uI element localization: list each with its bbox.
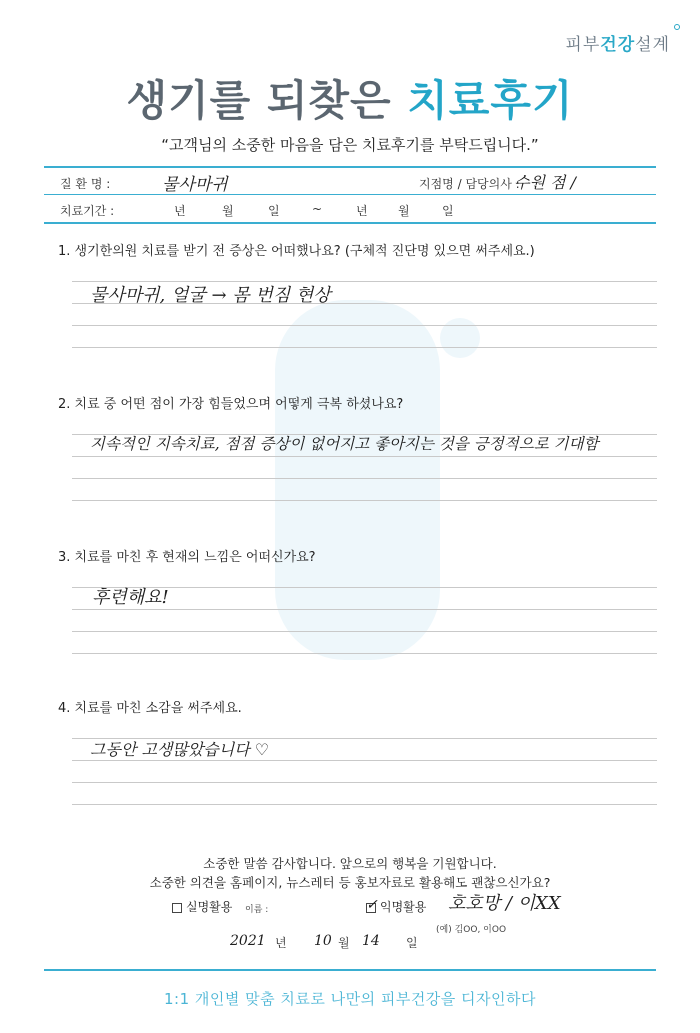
date-day: 14 (362, 933, 380, 949)
period-day1: 일 (268, 204, 280, 218)
brand-dot-icon (674, 24, 680, 30)
real-name-checkbox[interactable] (172, 903, 182, 913)
question-2: 2. 치료 중 어떤 점이 가장 힘들었으며 어떻게 극복 하셨나요? (58, 397, 404, 412)
signature: 호호망 / 이XX (448, 893, 561, 914)
disease-value: 물사마귀 (162, 175, 228, 195)
brand-prefix: 피부 (565, 35, 601, 55)
brand-logo (565, 30, 670, 55)
period-month2: 월 (398, 204, 410, 218)
answer-3: 후련해요! (92, 587, 169, 608)
branch-value: 수원 점 / (514, 173, 576, 192)
answer-1: 물사마귀, 얼굴 → 몸 번짐 현상 (90, 285, 331, 306)
period-year1: 년 (174, 204, 186, 218)
info-row-disease (44, 168, 656, 195)
period-day2: 일 (442, 204, 454, 218)
name-label: 이름 : (245, 905, 269, 915)
signed-date (230, 934, 430, 954)
real-name-label: 실명활용 (186, 900, 233, 914)
anonymous-checkbox[interactable] (366, 896, 378, 913)
title-part1: 생기를 되찾은 (126, 76, 392, 125)
question-4: 4. 치료를 마친 소감을 써주세요. (58, 701, 242, 716)
date-day-label: 일 (406, 936, 418, 950)
period-label: 치료기간 : (60, 204, 115, 218)
anonymous-option[interactable] (366, 898, 426, 915)
anonymous-label: 익명활용 (380, 900, 427, 914)
answer-lines-4 (72, 717, 657, 805)
name-example: (예) 김OO, 이OO (436, 925, 507, 935)
period-year2: 년 (356, 204, 368, 218)
closing-line-2: 소중한 의견을 홈페이지, 뉴스레터 등 홍보자료로 활용해도 괜찮으신가요? (149, 875, 551, 890)
answer-4: 그동안 고생많았습니다 ♡ (90, 740, 270, 759)
real-name-option[interactable] (172, 898, 232, 915)
period-month1: 월 (222, 204, 234, 218)
info-row-period (44, 195, 656, 222)
page-subtitle: “고객님의 소중한 마음을 담은 치료후기를 부탁드립니다.” (161, 136, 539, 154)
date-month-label: 월 (338, 936, 350, 950)
anonymous-check-mark: ✓ (366, 896, 378, 913)
page-title (0, 68, 700, 128)
answer-2: 지속적인 지속치료, 점점 증상이 없어지고 좋아지는 것을 긍정적으로 기대함 (90, 435, 599, 453)
answer-lines-3 (72, 566, 657, 654)
question-3: 3. 치료를 마친 후 현재의 느낌은 어떠신가요? (58, 550, 316, 565)
date-year-label: 년 (275, 936, 287, 950)
closing-line-1: 소중한 말씀 감사합니다. 앞으로의 행복을 기원합니다. (203, 856, 497, 871)
footer-divider (44, 969, 656, 971)
date-year: 2021 (230, 933, 266, 949)
info-table (44, 166, 656, 224)
footer-slogan: 1:1 개인별 맞춤 치료로 나만의 피부건강을 디자인하다 (163, 990, 537, 1008)
branch-label: 지점명 / 담당의사 : (419, 177, 520, 191)
brand-accent: 건강 (600, 35, 636, 55)
question-1: 1. 생기한의원 치료를 받기 전 증상은 어떠했나요? (구체적 진단명 있으면 써주세요.) (58, 244, 535, 259)
date-month: 10 (314, 933, 332, 949)
disease-label: 질 환 명 : (60, 177, 111, 191)
brand-suffix: 설계 (635, 35, 670, 55)
title-part2: 치료후기 (407, 76, 574, 125)
period-tilde: ~ (312, 202, 323, 216)
answer-lines-2 (72, 413, 657, 501)
